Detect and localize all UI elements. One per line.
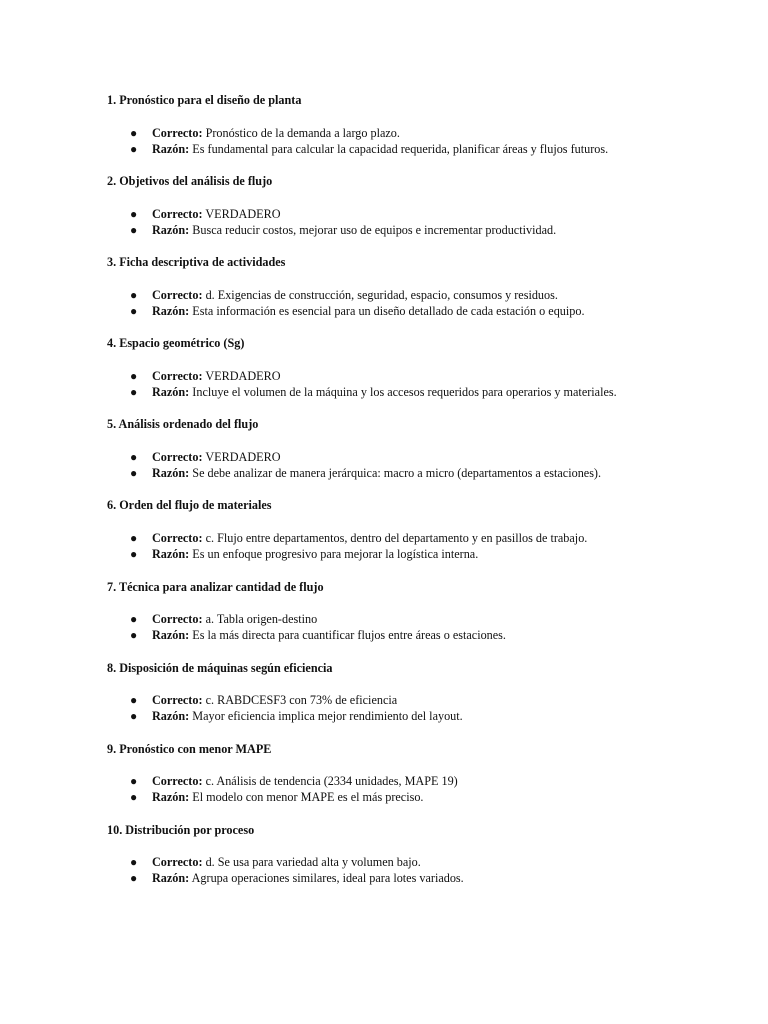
reason-item	[107, 870, 727, 886]
correct-label: Correcto:	[152, 368, 203, 383]
reason-label: Razón:	[152, 628, 190, 643]
reason-item	[107, 708, 727, 724]
correct-label: Correcto:	[152, 206, 203, 221]
correct-text: VERDADERO	[205, 206, 281, 221]
correct-answer-item	[107, 449, 727, 465]
reason-item	[107, 222, 727, 238]
correct-text: VERDADERO	[205, 449, 281, 464]
question-heading: 3. Ficha descriptiva de actividades	[107, 255, 286, 270]
bullet-icon: ●	[130, 855, 138, 870]
bullet-icon: ●	[130, 465, 138, 480]
question-heading: 2. Objetivos del análisis de flujo	[107, 174, 273, 189]
bullet-icon: ●	[130, 384, 138, 399]
reason-text: Es un enfoque progresivo para mejorar la logística interna.	[192, 547, 479, 562]
reason-text: El modelo con menor MAPE es el más preciso.	[192, 790, 424, 805]
answer-list	[107, 611, 727, 643]
document-body	[107, 92, 727, 903]
bullet-icon: ●	[130, 449, 138, 464]
bullet-icon: ●	[130, 125, 138, 140]
question-heading: 4. Espacio geométrico (Sg)	[107, 336, 245, 351]
correct-text: c. Flujo entre departamentos, dentro del departamento y en pasillos de trabajo.	[205, 531, 588, 546]
question-section	[107, 92, 727, 173]
bullet-icon: ●	[130, 368, 138, 383]
reason-text: Esta información es esencial para un diseño detallado de cada estación o equipo.	[192, 303, 585, 318]
correct-answer-item	[107, 773, 727, 789]
correct-label: Correcto:	[152, 449, 203, 464]
reason-item	[107, 546, 727, 562]
correct-text: d. Se usa para variedad alta y volumen bajo.	[205, 855, 421, 870]
answer-list	[107, 368, 727, 400]
reason-label: Razón:	[152, 709, 190, 724]
question-section	[107, 822, 727, 903]
correct-answer-item	[107, 854, 727, 870]
reason-label: Razón:	[152, 547, 190, 562]
reason-item	[107, 789, 727, 805]
reason-label: Razón:	[152, 141, 190, 156]
correct-label: Correcto:	[152, 125, 203, 140]
reason-text: Mayor eficiencia implica mejor rendimiento del layout.	[192, 709, 463, 724]
bullet-icon: ●	[130, 206, 138, 221]
bullet-icon: ●	[130, 790, 138, 805]
question-heading: 10. Distribución por proceso	[107, 822, 255, 837]
bullet-icon: ●	[130, 612, 138, 627]
correct-text: d. Exigencias de construcción, seguridad, espacio, consumos y residuos.	[205, 287, 558, 302]
question-heading: 6. Orden del flujo de materiales	[107, 498, 272, 513]
reason-label: Razón:	[152, 384, 190, 399]
correct-answer-item	[107, 692, 727, 708]
correct-text: Pronóstico de la demanda a largo plazo.	[205, 125, 400, 140]
question-heading: 9. Pronóstico con menor MAPE	[107, 741, 272, 756]
bullet-icon: ●	[130, 547, 138, 562]
reason-label: Razón:	[152, 465, 190, 480]
correct-label: Correcto:	[152, 774, 203, 789]
question-heading: 8. Disposición de máquinas según eficiencia	[107, 660, 333, 675]
answer-list	[107, 206, 727, 238]
correct-label: Correcto:	[152, 531, 203, 546]
correct-answer-item	[107, 287, 727, 303]
reason-label: Razón:	[152, 790, 190, 805]
question-section	[107, 579, 727, 660]
answer-list	[107, 287, 727, 319]
reason-label: Razón:	[152, 222, 190, 237]
question-section	[107, 254, 727, 335]
reason-label: Razón:	[152, 303, 190, 318]
reason-text: Se debe analizar de manera jerárquica: macro a micro (departamentos a estaciones).	[192, 465, 602, 480]
question-section	[107, 173, 727, 254]
answer-list	[107, 773, 727, 805]
correct-answer-item	[107, 206, 727, 222]
question-section	[107, 416, 727, 497]
correct-text: a. Tabla origen-destino	[205, 612, 318, 627]
correct-answer-item	[107, 530, 727, 546]
reason-item	[107, 627, 727, 643]
question-heading: 5. Análisis ordenado del flujo	[107, 417, 259, 432]
bullet-icon: ●	[130, 531, 138, 546]
bullet-icon: ●	[130, 287, 138, 302]
correct-label: Correcto:	[152, 612, 203, 627]
bullet-icon: ●	[130, 222, 138, 237]
answer-list	[107, 530, 727, 562]
question-section	[107, 741, 727, 822]
question-heading: 1. Pronóstico para el diseño de planta	[107, 93, 302, 107]
answer-list	[107, 692, 727, 724]
reason-text: Agrupa operaciones similares, ideal para lotes variados.	[191, 871, 464, 886]
bullet-icon: ●	[130, 871, 138, 886]
reason-text: Incluye el volumen de la máquina y los accesos requeridos para operarios y materiales.	[192, 384, 617, 399]
question-section	[107, 660, 727, 741]
question-section	[107, 335, 727, 416]
question-section	[107, 497, 727, 578]
reason-text: Es la más directa para cuantificar flujos entre áreas o estaciones.	[192, 628, 506, 643]
question-heading: 7. Técnica para analizar cantidad de flujo	[107, 579, 324, 594]
bullet-icon: ●	[130, 303, 138, 318]
bullet-icon: ●	[130, 628, 138, 643]
answer-list	[107, 125, 727, 157]
correct-label: Correcto:	[152, 287, 203, 302]
bullet-icon: ●	[130, 693, 138, 708]
bullet-icon: ●	[130, 709, 138, 724]
reason-text: Busca reducir costos, mejorar uso de equipos e incrementar productividad.	[192, 222, 557, 237]
correct-label: Correcto:	[152, 693, 203, 708]
bullet-icon: ●	[130, 141, 138, 156]
correct-answer-item	[107, 368, 727, 384]
reason-label: Razón:	[152, 871, 190, 886]
correct-label: Correcto:	[152, 855, 203, 870]
reason-item	[107, 465, 727, 481]
answer-list	[107, 449, 727, 481]
answer-list	[107, 854, 727, 886]
correct-text: VERDADERO	[205, 368, 281, 383]
correct-text: c. Análisis de tendencia (2334 unidades, MAPE 19)	[205, 774, 458, 789]
correct-answer-item	[107, 611, 727, 627]
correct-text: c. RABDCESF3 con 73% de eficiencia	[205, 693, 398, 708]
bullet-icon: ●	[130, 774, 138, 789]
correct-answer-item	[107, 125, 727, 141]
reason-item	[107, 384, 727, 400]
reason-item	[107, 303, 727, 319]
reason-text: Es fundamental para calcular la capacidad requerida, planificar áreas y flujos futuros.	[192, 141, 609, 156]
reason-item	[107, 141, 727, 157]
